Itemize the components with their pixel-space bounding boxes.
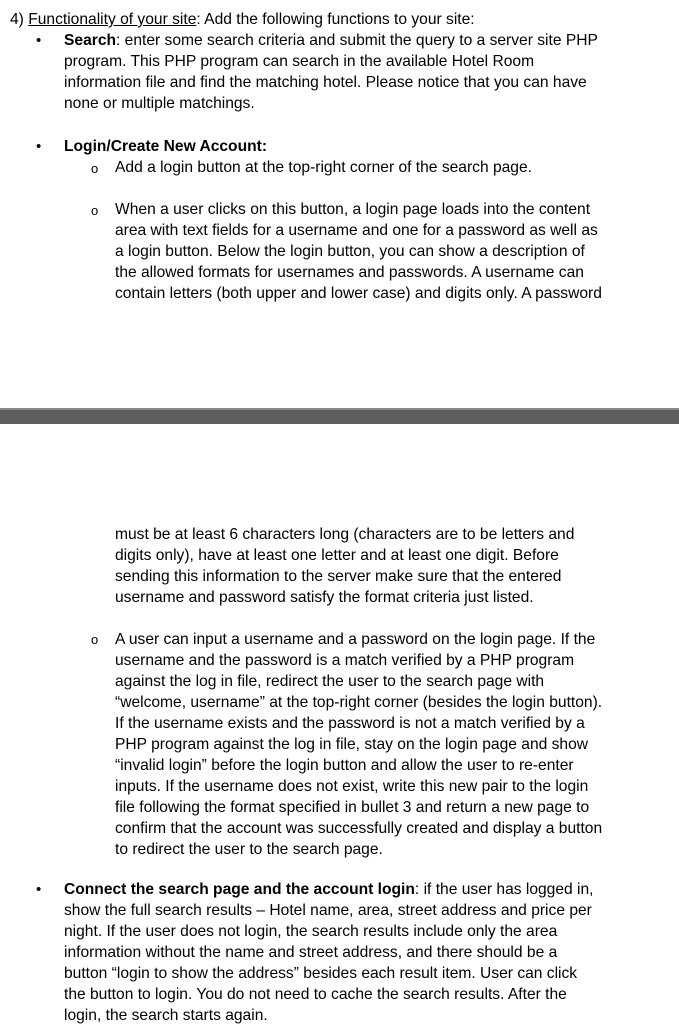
connect-line-3: night. If the user does not login, the search results include only the area [64, 923, 558, 940]
login-sub3-line-11: to redirect the user to the search page. [115, 841, 383, 858]
search-line-4: none or multiple matchings. [64, 95, 255, 112]
connect-line-4: information without the name and street address, and there should be a [64, 944, 558, 961]
connect-line-1: Connect the search page and the account login: if the user has logged in, [64, 881, 594, 898]
login-sub2-cont-line-4: username and password satisfy the format criteria just listed. [115, 589, 534, 606]
login-sub2-line-1: When a user clicks on this button, a login page loads into the content [115, 201, 591, 218]
login-sub3-line-10: confirm that the account was successfully created and display a button [115, 820, 603, 837]
sub-bullet-2: o [91, 203, 99, 218]
login-sub3-line-3: against the log in file, redirect the user to the search page with [115, 673, 545, 690]
connect-label: Connect the search page and the account login [64, 881, 415, 898]
search-line-3: information file and find the matching hotel. Please notice that you can have [64, 74, 587, 91]
login-sub2-line-5: contain letters (both upper and lower case) and digits only. A password [115, 285, 602, 302]
connect-line-7: login, the search starts again. [64, 1007, 268, 1024]
bullet-search: • [36, 32, 42, 49]
section-intro: : Add the following functions to your site: [196, 11, 475, 28]
section-title: Functionality of your site [28, 11, 197, 28]
sub-bullet-1: o [91, 161, 99, 176]
login-sub2-line-3: a login button. Below the login button, you can show a description of [115, 243, 585, 260]
login-sub2-line-4: the allowed formats for usernames and passwords. A username can [115, 264, 584, 281]
bullet-login: • [36, 138, 42, 155]
login-sub2-line-2: area with text fields for a username and one for a password as well as [115, 222, 598, 239]
connect-line-6: the button to login. You do not need to cache the search results. After the [64, 986, 567, 1003]
login-sub3-line-8: inputs. If the username does not exist, write this new pair to the login [115, 778, 589, 795]
page-separator [0, 408, 679, 424]
document-page-1 [0, 0, 679, 408]
page-separator-highlight [0, 408, 679, 410]
connect-line-2: show the full search results – Hotel name, area, street address and price per [64, 902, 592, 919]
document-page-2 [0, 424, 679, 1024]
sub-bullet-3: o [91, 632, 99, 647]
section-number: 4) [10, 11, 24, 28]
search-line-2: program. This PHP program can search in the available Hotel Room [64, 53, 535, 70]
login-sub3-line-6: PHP program against the log in file, stay on the login page and show [115, 736, 589, 753]
search-label: Search [64, 32, 117, 49]
search-line-1: Search: enter some search criteria and submit the query to a server site PHP [64, 32, 598, 49]
section-heading [10, 10, 475, 31]
login-sub3-line-9: file following the format specified in bullet 3 and return a new page to [115, 799, 590, 816]
connect-line-5: button “login to show the address” besides each result item. User can click [64, 965, 578, 982]
login-sub3-line-5: If the username exists and the password is not a match verified by a [115, 715, 585, 732]
login-sub3-line-4: “welcome, username” at the top-right corner (besides the login button). [115, 694, 603, 711]
login-sub2-cont-line-2: digits only), have at least one letter and at least one digit. Before [115, 547, 559, 564]
login-label: Login/Create New Account: [64, 138, 268, 155]
login-sub1: Add a login button at the top-right corner of the search page. [115, 159, 532, 176]
login-sub3-line-2: username and the password is a match verified by a PHP program [115, 652, 575, 669]
bullet-connect: • [36, 881, 42, 898]
login-sub3-line-1: A user can input a username and a password on the login page. If the [115, 631, 596, 648]
login-sub2-cont-line-1: must be at least 6 characters long (characters are to be letters and [115, 526, 575, 543]
login-sub3-line-7: “invalid login” before the login button and allow the user to re-enter [115, 757, 574, 774]
login-sub2-cont-line-3: sending this information to the server make sure that the entered [115, 568, 562, 585]
